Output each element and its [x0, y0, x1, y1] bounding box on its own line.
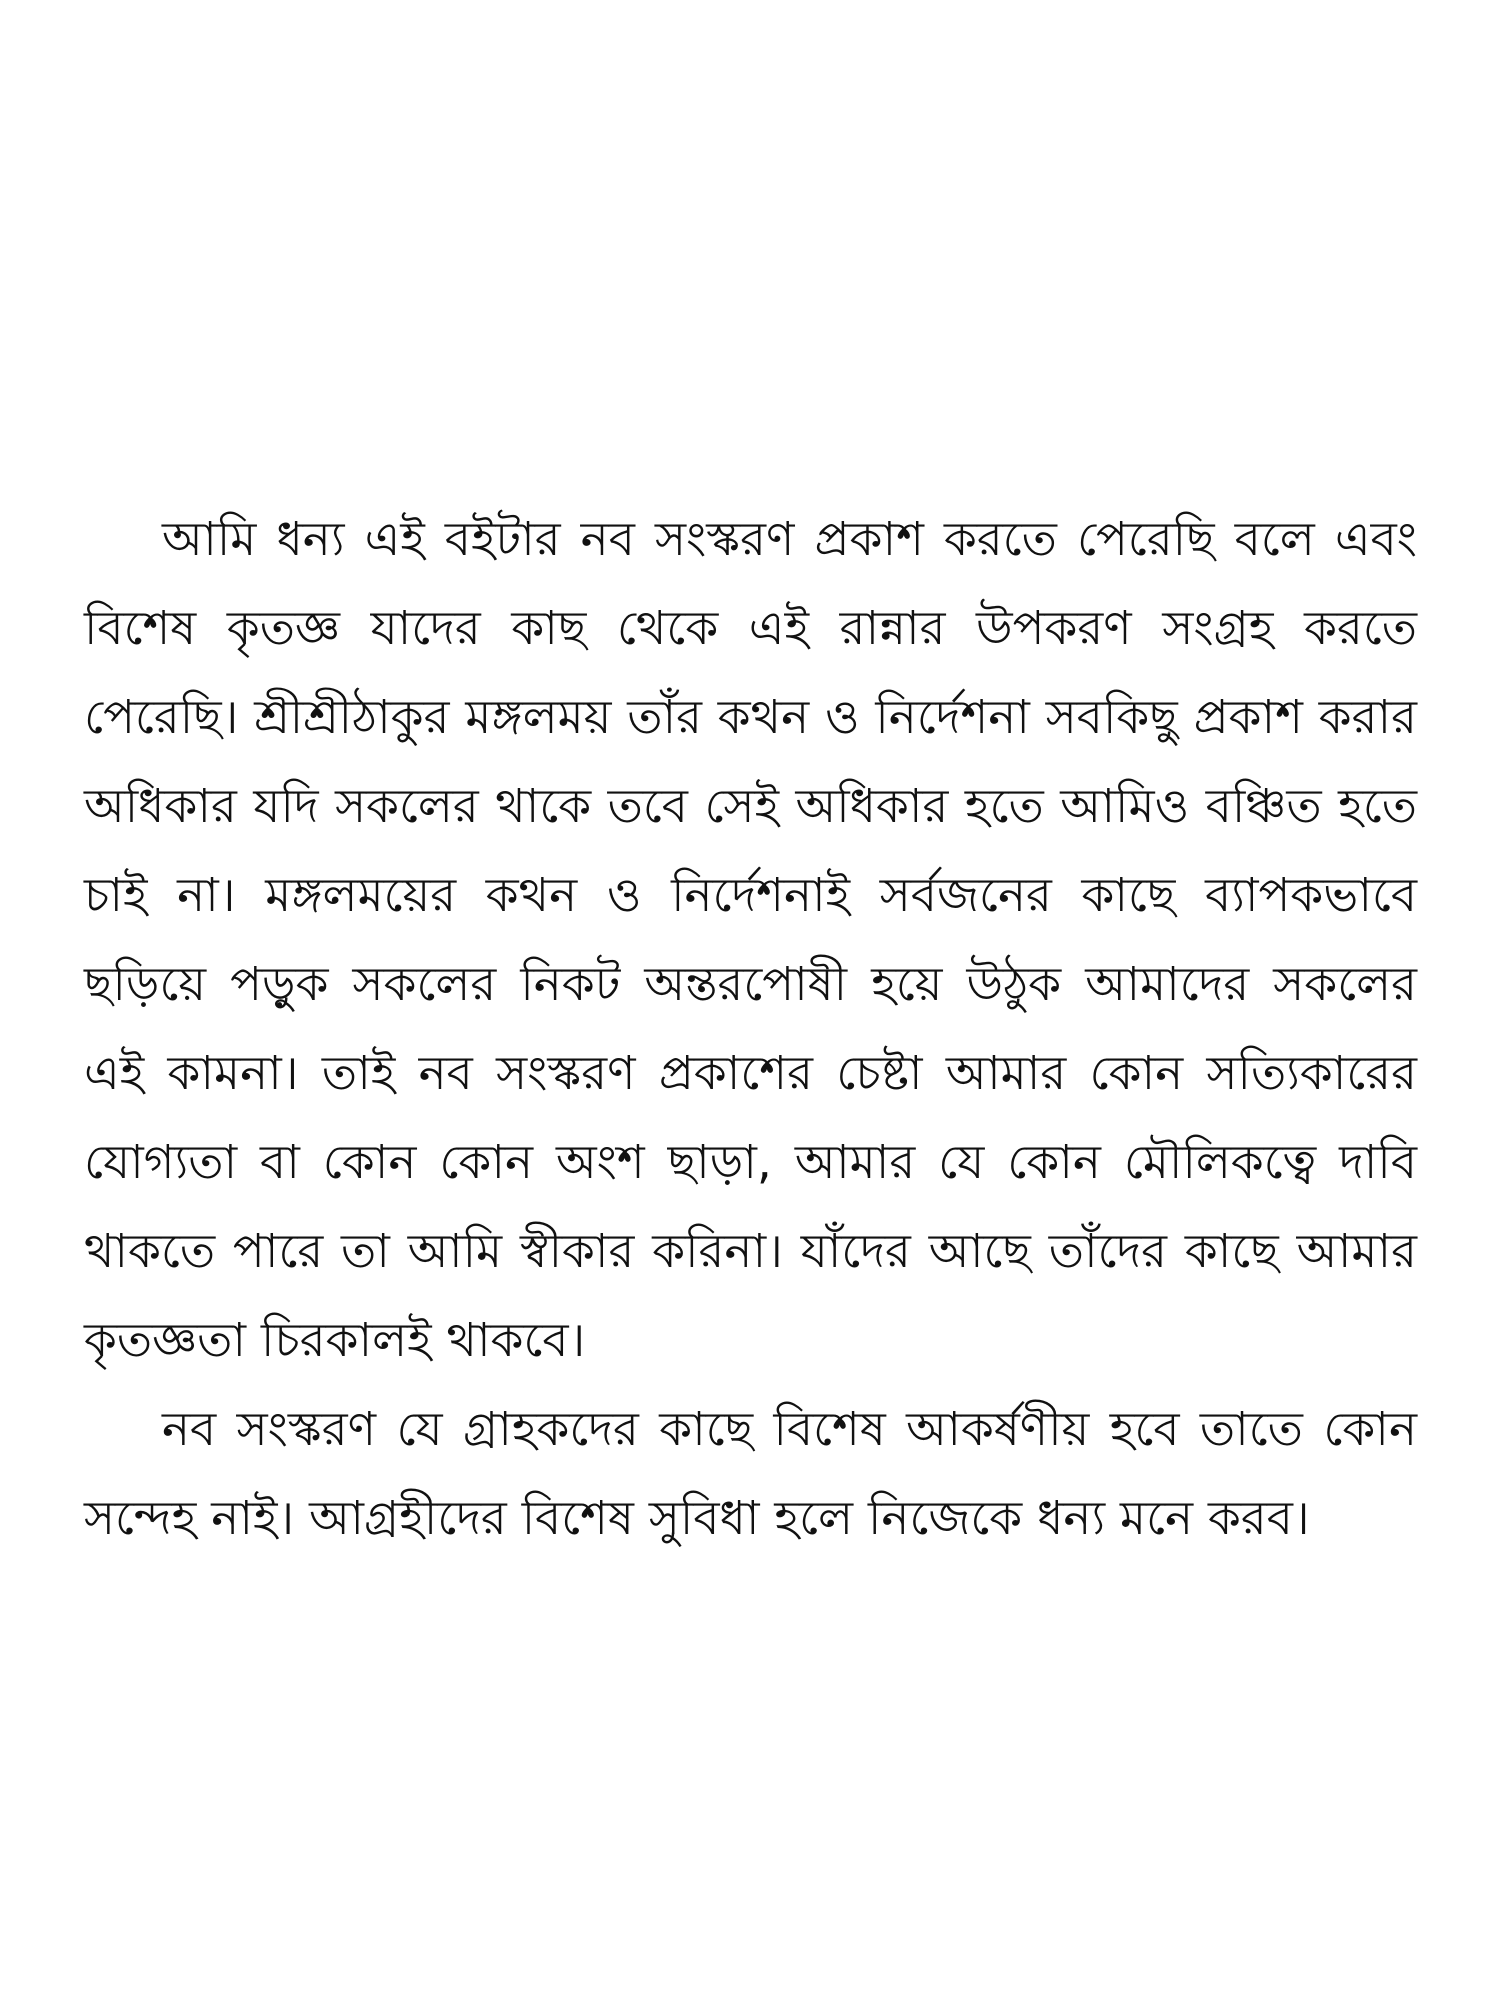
paragraph-1: আমি ধন্য এই বইটার নব সংস্করণ প্রকাশ করতে পেরেছি বলে এবং বিশেষ কৃতজ্ঞ যাদের কাছ থেকে এই রান্নার উপকরণ সংগ্রহ করতে পেরেছি। শ্রীশ্রীঠাকুর মঙ্গলময় তাঁর কথন ও নির্দেশনা সবকিছু প্রকাশ করার অধিকার যদি সকলের থাকে তবে সেই অধিকার হতে আমিও বঞ্চিত হতে চাই না। মঙ্গলময়ের কথন ও নির্দেশনাই সর্বজনের কাছে ব্যাপকভাবে ছড়িয়ে পড়ুক সকলের নিকট অন্তরপোষী হয়ে উঠুক আমাদের সকলের এই কামনা। তাই নব সংস্করণ প্রকাশের চেষ্টা আমার কোন সত্যিকারের যোগ্যতা বা কোন কোন অংশ ছাড়া, আমার যে কোন মৌলিকত্বে দাবি থাকতে পারে তা আমি স্বীকার করিনা। যাঁদের আছে তাঁদের কাছে আমার কৃতজ্ঞতা চিরকালই থাকবে। — [84, 512, 1417, 1368]
paragraph-2: নব সংস্করণ যে গ্রাহকদের কাছে বিশেষ আকর্ষণীয় হবে তাতে কোন সন্দেহ নাই। আগ্রহীদের বিশেষ সুবিধা হলে নিজেকে ধন্য মনে করব। — [84, 1402, 1417, 1546]
body-text — [84, 495, 1417, 1563]
